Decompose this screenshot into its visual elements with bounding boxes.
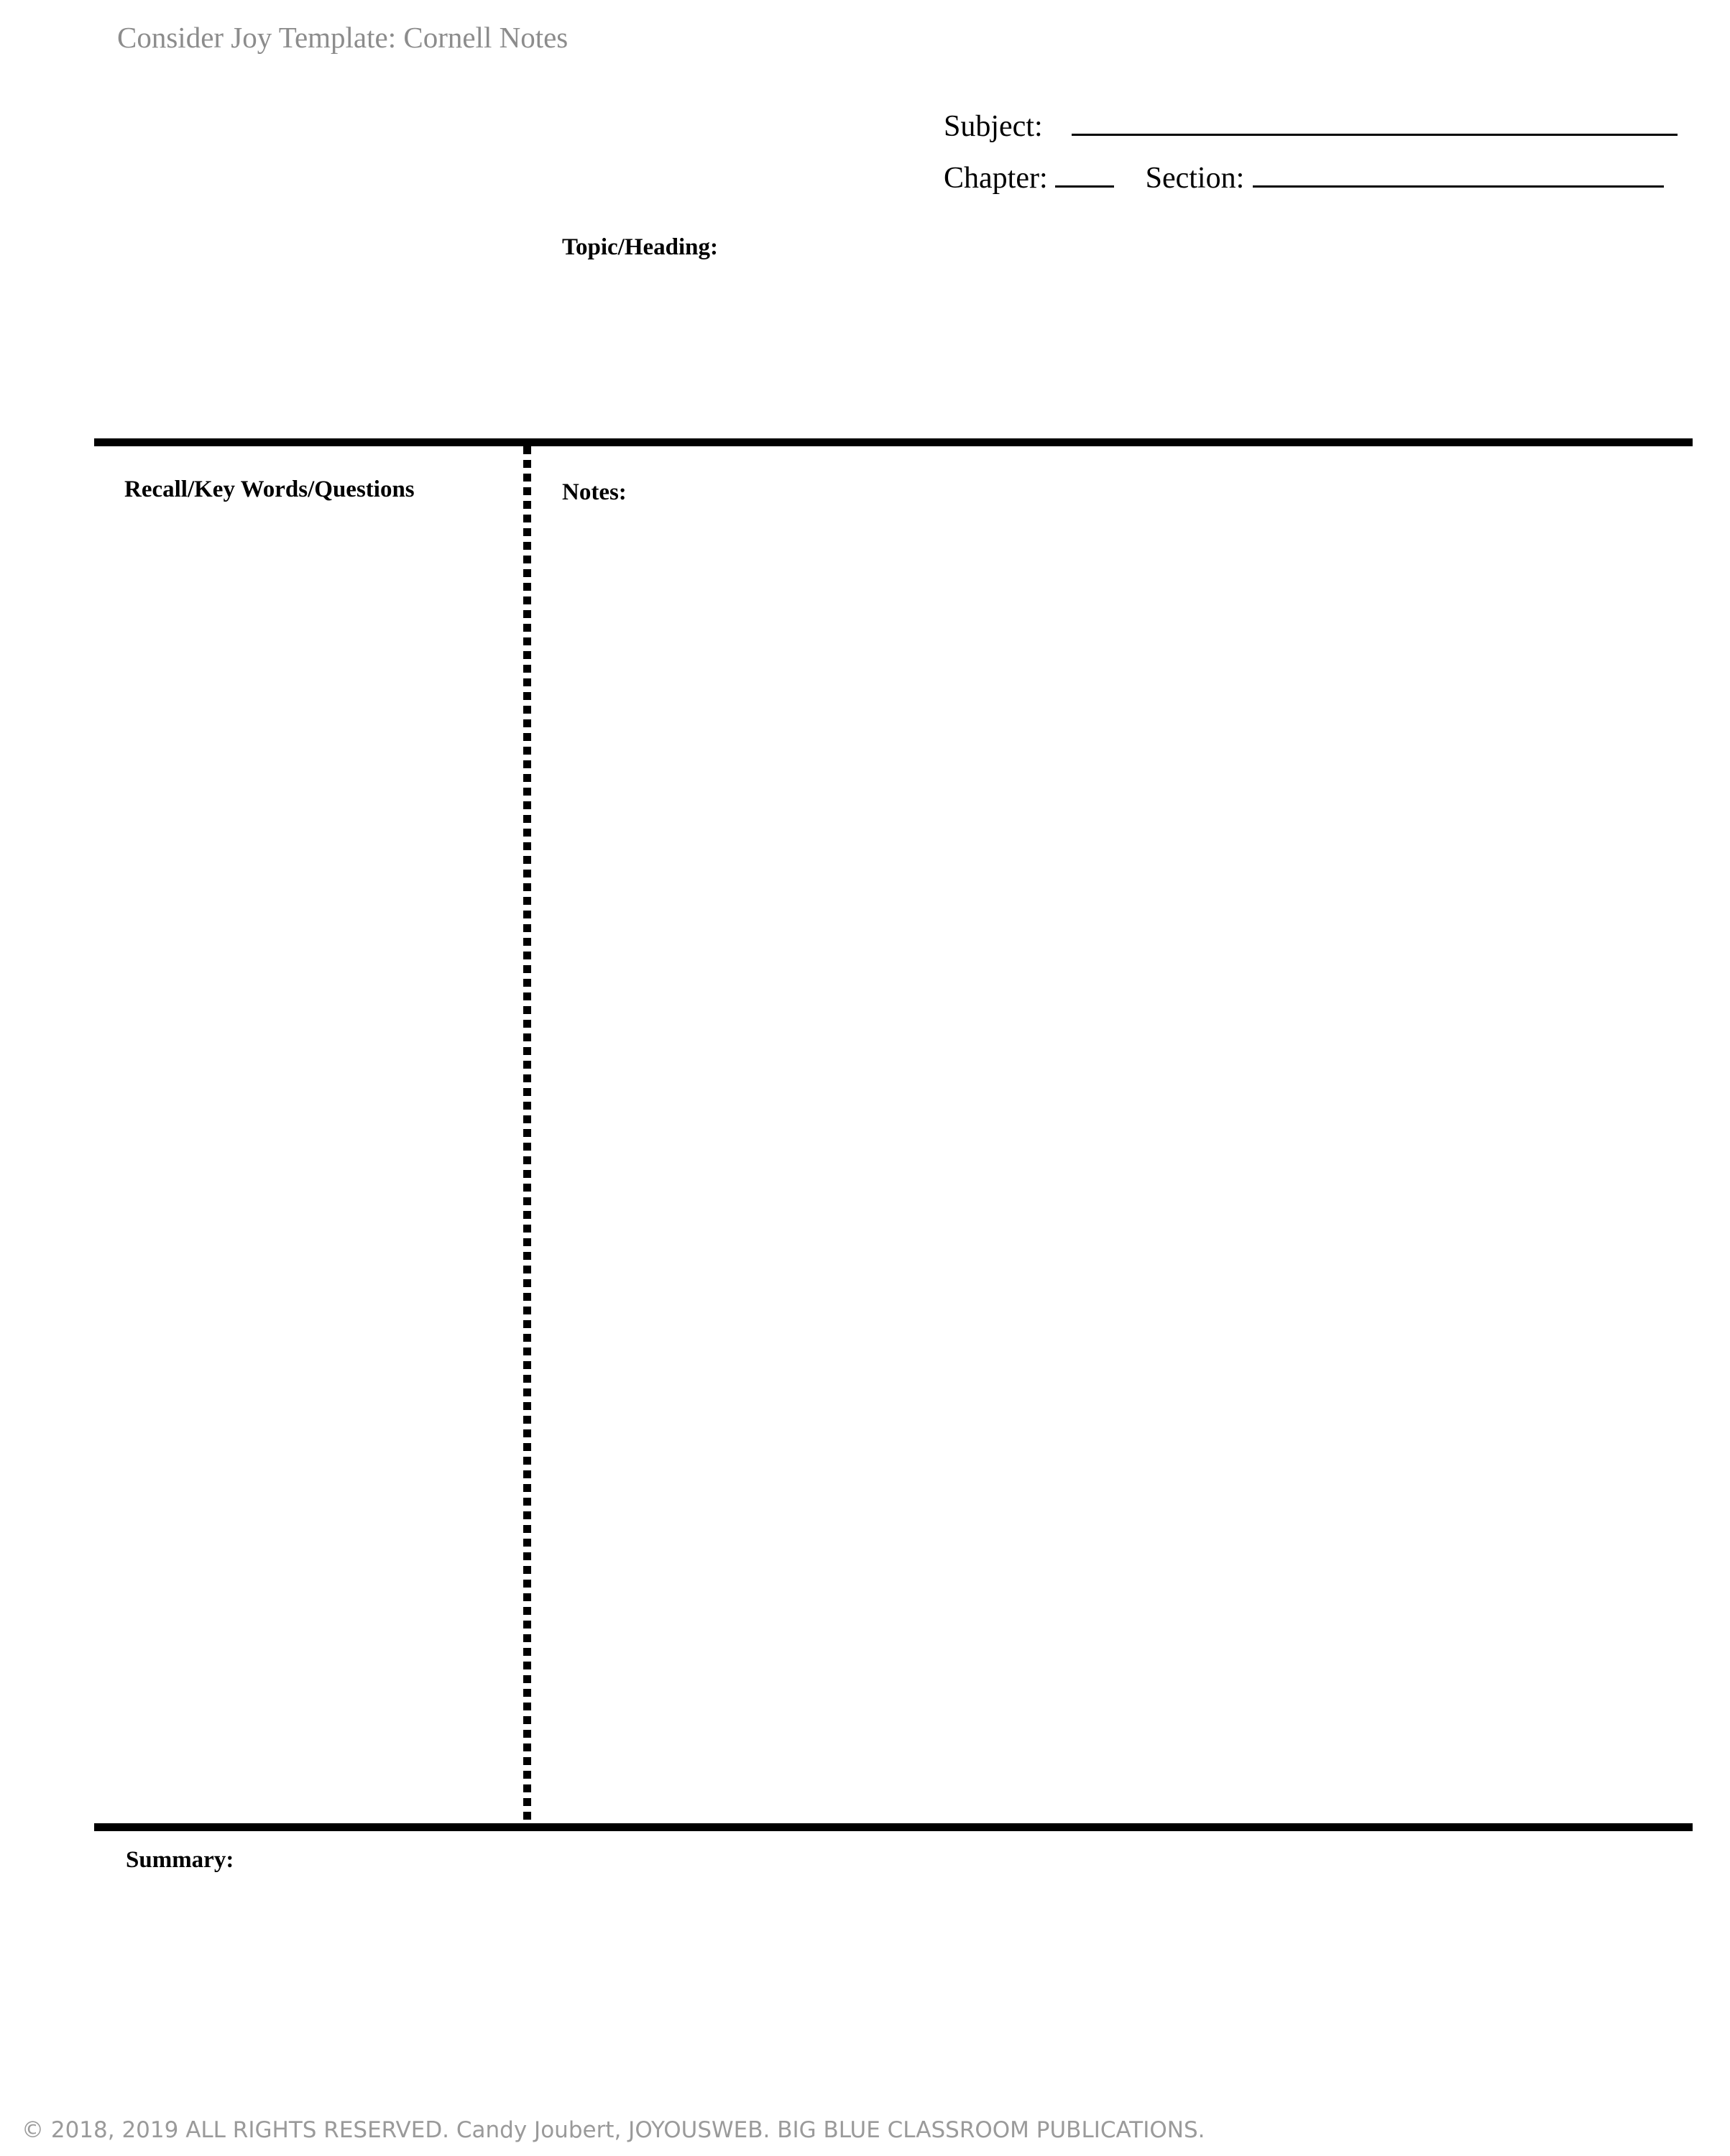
bottom-divider-rule <box>94 1823 1693 1831</box>
template-title: Consider Joy Template: Cornell Notes <box>117 21 569 54</box>
recall-heading: Recall/Key Words/Questions <box>124 476 415 502</box>
cue-column-divider <box>523 446 531 1823</box>
topic-heading: Topic/Heading: <box>562 234 718 260</box>
section-label: Section: <box>1145 162 1245 195</box>
chapter-blank-line[interactable] <box>1055 164 1114 188</box>
subject-field <box>944 111 1678 142</box>
summary-heading: Summary: <box>126 1847 234 1873</box>
section-blank-line[interactable] <box>1253 164 1664 188</box>
copyright-footer: © 2018, 2019 ALL RIGHTS RESERVED. Candy Joubert, JOYOUSWEB. BIG BLUE CLASSROOM PUBLICATIONS. <box>22 2117 1205 2143</box>
chapter-section-field <box>944 163 1664 193</box>
chapter-label: Chapter: <box>944 162 1048 195</box>
subject-blank-line[interactable] <box>1072 112 1678 136</box>
notes-heading: Notes: <box>562 479 627 505</box>
subject-label: Subject: <box>944 110 1043 143</box>
top-divider-rule <box>94 438 1693 446</box>
